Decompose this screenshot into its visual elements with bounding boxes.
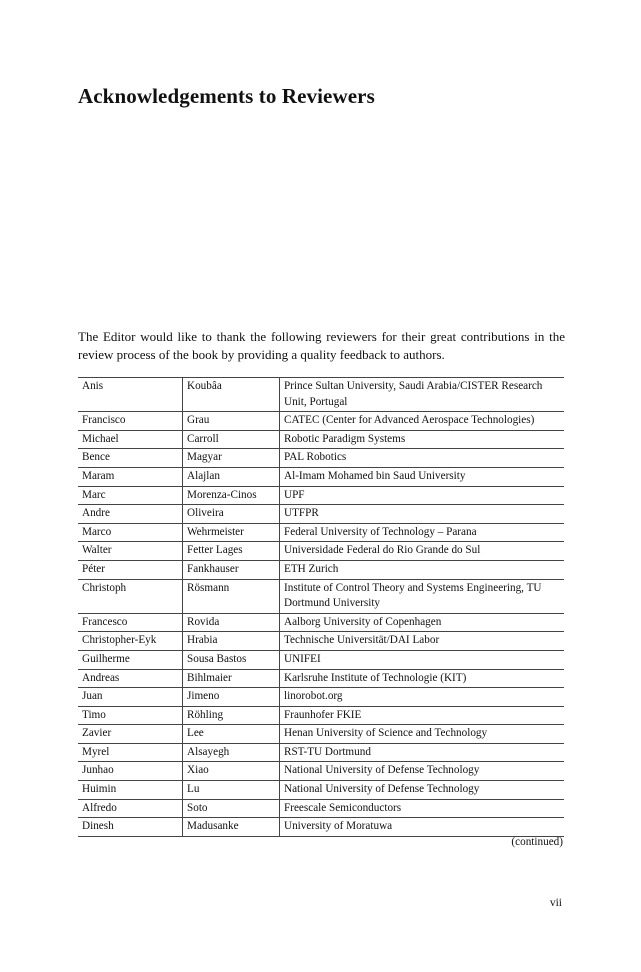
table-row [78,505,564,524]
table-row [78,762,564,781]
reviewer-last-name: Magyar [183,449,280,468]
table-row [78,799,564,818]
reviewer-first-name: Alfredo [78,799,183,818]
reviewer-last-name: Carroll [183,430,280,449]
reviewer-last-name: Xiao [183,762,280,781]
table-row [78,378,564,412]
reviewer-last-name: Bihlmaier [183,669,280,688]
reviewer-affiliation: PAL Robotics [280,449,565,468]
reviewer-affiliation: Al-Imam Mohamed bin Saud University [280,467,565,486]
reviewer-last-name: Hrabia [183,632,280,651]
continued-note: (continued) [511,836,563,848]
reviewer-affiliation: Karlsruhe Institute of Technologie (KIT) [280,669,565,688]
table-row [78,430,564,449]
table-row [78,486,564,505]
reviewer-affiliation: Henan University of Science and Technology [280,725,565,744]
reviewer-affiliation: Freescale Semiconductors [280,799,565,818]
table-row [78,725,564,744]
table-row [78,560,564,579]
reviewer-affiliation: National University of Defense Technology [280,781,565,800]
reviewer-affiliation: RST-TU Dortmund [280,743,565,762]
table-row [78,781,564,800]
reviewer-last-name: Lee [183,725,280,744]
reviewer-affiliation: CATEC (Center for Advanced Aerospace Technologies) [280,412,565,431]
reviewer-first-name: Andreas [78,669,183,688]
page-number: vii [549,897,562,909]
reviewer-first-name: Anis [78,378,183,412]
reviewer-affiliation: Technische Universität/DAI Labor [280,632,565,651]
reviewer-affiliation: Universidade Federal do Rio Grande do Sul [280,542,565,561]
reviewer-affiliation: Aalborg University of Copenhagen [280,613,565,632]
reviewer-affiliation: UTFPR [280,505,565,524]
table-row [78,650,564,669]
table-row [78,688,564,707]
table-row [78,632,564,651]
reviewer-first-name: Walter [78,542,183,561]
reviewer-last-name: Fetter Lages [183,542,280,561]
reviewer-first-name: Bence [78,449,183,468]
reviewer-affiliation: ETH Zurich [280,560,565,579]
reviewer-first-name: Michael [78,430,183,449]
reviewer-first-name: Juan [78,688,183,707]
page-title: Acknowledgements to Reviewers [78,84,375,108]
reviewer-first-name: Myrel [78,743,183,762]
reviewer-first-name: Timo [78,706,183,725]
reviewer-affiliation: Institute of Control Theory and Systems Engineering, TU Dortmund University [280,579,565,613]
reviewer-affiliation: linorobot.org [280,688,565,707]
reviewer-affiliation: Robotic Paradigm Systems [280,430,565,449]
table-row [78,818,564,837]
table-row [78,412,564,431]
reviewers-table [78,377,564,837]
table-row [78,743,564,762]
reviewer-last-name: Morenza-Cinos [183,486,280,505]
table-row [78,669,564,688]
reviewer-first-name: Marco [78,523,183,542]
reviewer-last-name: Sousa Bastos [183,650,280,669]
reviewer-affiliation: National University of Defense Technology [280,762,565,781]
reviewer-affiliation: UNIFEI [280,650,565,669]
reviewer-last-name: Madusanke [183,818,280,837]
intro-paragraph: The Editor would like to thank the following reviewers for their great contributions in the review process of the book by providing a quality feedback to authors. [78,329,565,362]
reviewer-last-name: Rovida [183,613,280,632]
reviewer-affiliation: UPF [280,486,565,505]
reviewer-first-name: Guilherme [78,650,183,669]
reviewer-last-name: Soto [183,799,280,818]
reviewer-last-name: Fankhauser [183,560,280,579]
reviewers-table-body [78,378,564,837]
reviewer-last-name: Wehrmeister [183,523,280,542]
reviewer-last-name: Röhling [183,706,280,725]
reviewer-last-name: Lu [183,781,280,800]
reviewer-first-name: Maram [78,467,183,486]
reviewer-first-name: Christopher-Eyk [78,632,183,651]
reviewer-last-name: Oliveira [183,505,280,524]
reviewer-last-name: Alajlan [183,467,280,486]
table-row [78,542,564,561]
reviewer-last-name: Alsayegh [183,743,280,762]
reviewer-affiliation: Federal University of Technology – Parana [280,523,565,542]
reviewer-first-name: Marc [78,486,183,505]
reviewer-last-name: Rösmann [183,579,280,613]
reviewer-first-name: Francisco [78,412,183,431]
reviewer-last-name: Koubâa [183,378,280,412]
reviewer-first-name: Andre [78,505,183,524]
reviewer-affiliation: Prince Sultan University, Saudi Arabia/CISTER Research Unit, Portugal [280,378,565,412]
table-row [78,706,564,725]
reviewer-first-name: Péter [78,560,183,579]
reviewer-affiliation: Fraunhofer FKIE [280,706,565,725]
table-row [78,613,564,632]
table-row [78,449,564,468]
table-row [78,523,564,542]
reviewer-affiliation: University of Moratuwa [280,818,565,837]
reviewer-first-name: Huimin [78,781,183,800]
reviewer-first-name: Christoph [78,579,183,613]
reviewer-first-name: Dinesh [78,818,183,837]
reviewer-last-name: Grau [183,412,280,431]
reviewer-first-name: Zavier [78,725,183,744]
reviewer-last-name: Jimeno [183,688,280,707]
reviewer-first-name: Junhao [78,762,183,781]
table-row [78,579,564,613]
reviewer-first-name: Francesco [78,613,183,632]
table-row [78,467,564,486]
